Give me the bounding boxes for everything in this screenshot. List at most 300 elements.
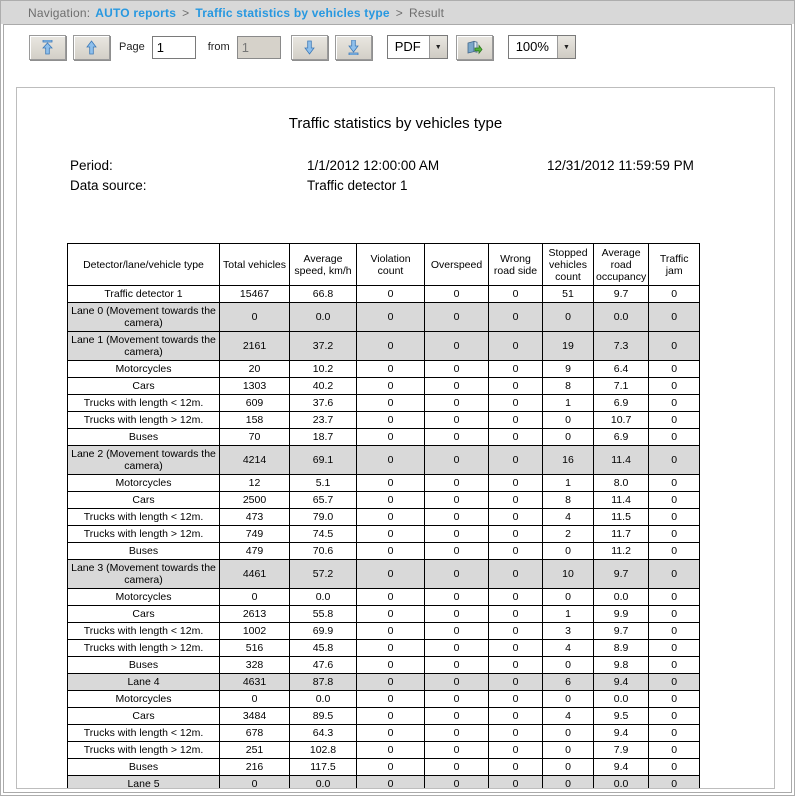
table-cell: 0: [649, 708, 700, 725]
row-label-cell: Motorcycles: [68, 589, 220, 606]
table-cell: 1303: [220, 378, 290, 395]
table-cell: 0: [425, 742, 489, 759]
table-row: [68, 429, 700, 446]
table-cell: 0: [543, 543, 594, 560]
table-row: [68, 361, 700, 378]
table-cell: 0: [489, 589, 543, 606]
table-cell: 0: [357, 759, 425, 776]
table-cell: 11.4: [594, 446, 649, 475]
table-cell: 4: [543, 509, 594, 526]
table-cell: 74.5: [290, 526, 357, 543]
row-label-cell: Motorcycles: [68, 361, 220, 378]
export-format-select[interactable]: [387, 35, 448, 59]
table-cell: 16: [543, 446, 594, 475]
table-cell: 10.2: [290, 361, 357, 378]
row-label-cell: Trucks with length > 12m.: [68, 526, 220, 543]
table-cell: 79.0: [290, 509, 357, 526]
table-cell: 0: [649, 560, 700, 589]
table-cell: 19: [543, 332, 594, 361]
table-cell: 0: [425, 725, 489, 742]
column-header: Wrong road side: [489, 244, 543, 286]
table-cell: 0: [489, 640, 543, 657]
table-cell: 69.1: [290, 446, 357, 475]
total-pages-field: [237, 36, 281, 59]
table-cell: 0: [357, 429, 425, 446]
breadcrumb-link-traffic-statistics[interactable]: Traffic statistics by vehicles type: [195, 5, 390, 20]
table-cell: 0: [543, 589, 594, 606]
row-label-cell: Lane 1 (Movement towards the camera): [68, 332, 220, 361]
table-cell: 0: [649, 332, 700, 361]
caret-down-icon[interactable]: ▼: [557, 36, 575, 58]
table-cell: 0: [425, 657, 489, 674]
table-cell: 678: [220, 725, 290, 742]
table-cell: 0.0: [290, 776, 357, 790]
table-cell: 70.6: [290, 543, 357, 560]
table-cell: 1: [543, 395, 594, 412]
column-header: Violation count: [357, 244, 425, 286]
zoom-select[interactable]: [508, 35, 576, 59]
table-cell: 0: [425, 589, 489, 606]
table-cell: 9.9: [594, 606, 649, 623]
table-row: [68, 332, 700, 361]
zoom-value: 100%: [515, 39, 549, 54]
table-row: [68, 526, 700, 543]
table-cell: 0: [357, 492, 425, 509]
table-cell: 0: [357, 776, 425, 790]
table-row: [68, 708, 700, 725]
table-cell: 0: [357, 378, 425, 395]
table-cell: 8.9: [594, 640, 649, 657]
table-cell: 9.4: [594, 725, 649, 742]
table-cell: 0: [543, 657, 594, 674]
table-cell: 0: [489, 708, 543, 725]
table-cell: 102.8: [290, 742, 357, 759]
table-cell: 3: [543, 623, 594, 640]
table-cell: 1002: [220, 623, 290, 640]
row-label-cell: Lane 0 (Movement towards the camera): [68, 303, 220, 332]
table-cell: 0: [357, 725, 425, 742]
table-cell: 479: [220, 543, 290, 560]
table-cell: 0.0: [594, 589, 649, 606]
table-cell: 0: [357, 395, 425, 412]
column-header: Stopped vehicles count: [543, 244, 594, 286]
table-row: [68, 606, 700, 623]
table-cell: 2161: [220, 332, 290, 361]
table-cell: 0: [425, 623, 489, 640]
table-cell: 15467: [220, 286, 290, 303]
table-cell: 4214: [220, 446, 290, 475]
table-row: [68, 589, 700, 606]
row-label-cell: Buses: [68, 657, 220, 674]
table-cell: 45.8: [290, 640, 357, 657]
data-source-label: Data source:: [70, 178, 147, 193]
table-cell: 328: [220, 657, 290, 674]
table-cell: 0.0: [594, 776, 649, 790]
table-cell: 0: [489, 412, 543, 429]
table-cell: 0: [543, 691, 594, 708]
table-cell: 158: [220, 412, 290, 429]
table-cell: 0: [425, 286, 489, 303]
breadcrumb-separator: >: [182, 5, 190, 20]
table-cell: 0: [489, 378, 543, 395]
table-cell: 40.2: [290, 378, 357, 395]
row-label-cell: Traffic detector 1: [68, 286, 220, 303]
table-cell: 0: [543, 429, 594, 446]
table-body: [68, 286, 700, 790]
table-cell: 0: [489, 776, 543, 790]
table-cell: 473: [220, 509, 290, 526]
table-row: [68, 446, 700, 475]
table-row: [68, 492, 700, 509]
row-label-cell: Trucks with length < 12m.: [68, 725, 220, 742]
table-cell: 0: [357, 606, 425, 623]
table-cell: 0: [357, 475, 425, 492]
table-cell: 9.7: [594, 560, 649, 589]
report-meta: [70, 156, 774, 196]
table-cell: 749: [220, 526, 290, 543]
table-row: [68, 691, 700, 708]
table-row: [68, 475, 700, 492]
table-cell: 0: [543, 759, 594, 776]
table-cell: 0: [649, 640, 700, 657]
table-cell: 51: [543, 286, 594, 303]
breadcrumb-link-auto-reports[interactable]: AUTO reports: [95, 5, 177, 20]
table-cell: 0: [489, 332, 543, 361]
table-cell: 0: [425, 395, 489, 412]
breadcrumb-separator: >: [395, 5, 403, 20]
last-page-button[interactable]: [335, 35, 372, 60]
period-start-value: 1/1/2012 12:00:00 AM: [307, 158, 440, 173]
table-cell: 0: [357, 623, 425, 640]
table-cell: 0: [649, 657, 700, 674]
main-content: [3, 24, 792, 793]
table-cell: 216: [220, 759, 290, 776]
table-cell: 20: [220, 361, 290, 378]
next-page-button[interactable]: [291, 35, 328, 60]
report-page: [16, 87, 775, 789]
table-cell: 9.4: [594, 759, 649, 776]
table-cell: 7.1: [594, 378, 649, 395]
column-header: Overspeed: [425, 244, 489, 286]
table-row: [68, 674, 700, 691]
table-header-row: [68, 244, 700, 286]
table-row: [68, 286, 700, 303]
row-label-cell: Lane 4: [68, 674, 220, 691]
table-cell: 0: [649, 691, 700, 708]
table-cell: 0: [425, 361, 489, 378]
data-source-value: Traffic detector 1: [307, 178, 408, 193]
table-cell: 0: [425, 543, 489, 560]
table-cell: 0: [220, 776, 290, 790]
table-cell: 11.7: [594, 526, 649, 543]
table-cell: 0.0: [594, 303, 649, 332]
table-cell: 0: [489, 759, 543, 776]
table-cell: 10: [543, 560, 594, 589]
table-cell: 0: [425, 759, 489, 776]
table-cell: 9.8: [594, 657, 649, 674]
table-row: [68, 759, 700, 776]
table-cell: 0: [649, 606, 700, 623]
row-label-cell: Cars: [68, 606, 220, 623]
table-cell: 65.7: [290, 492, 357, 509]
data-source-row: [70, 176, 774, 196]
table-cell: 0: [357, 742, 425, 759]
table-cell: 6.9: [594, 395, 649, 412]
table-cell: 0: [649, 475, 700, 492]
caret-down-icon[interactable]: ▼: [429, 36, 447, 58]
export-button[interactable]: [456, 35, 493, 60]
table-row: [68, 543, 700, 560]
table-cell: 0: [649, 674, 700, 691]
table-cell: 66.8: [290, 286, 357, 303]
table-cell: 0: [649, 776, 700, 790]
row-label-cell: Buses: [68, 543, 220, 560]
row-label-cell: Cars: [68, 492, 220, 509]
table-cell: 609: [220, 395, 290, 412]
table-cell: 0: [425, 606, 489, 623]
table-cell: 0: [489, 657, 543, 674]
table-cell: 0: [649, 412, 700, 429]
table-cell: 69.9: [290, 623, 357, 640]
table-cell: 0: [489, 509, 543, 526]
table-cell: 0: [357, 509, 425, 526]
table-cell: 2: [543, 526, 594, 543]
period-row: [70, 156, 774, 176]
table-cell: 47.6: [290, 657, 357, 674]
page-label: Page: [119, 41, 145, 53]
table-cell: 0: [425, 303, 489, 332]
table-cell: 23.7: [290, 412, 357, 429]
table-cell: 0: [357, 543, 425, 560]
table-cell: 11.4: [594, 492, 649, 509]
row-label-cell: Trucks with length > 12m.: [68, 640, 220, 657]
table-cell: 4: [543, 640, 594, 657]
table-cell: 64.3: [290, 725, 357, 742]
table-cell: 0: [357, 674, 425, 691]
arrow-up-to-bar-icon: [41, 40, 54, 55]
table-cell: 0: [649, 509, 700, 526]
table-cell: 0: [357, 332, 425, 361]
table-cell: 0: [649, 378, 700, 395]
table-cell: 0: [489, 623, 543, 640]
table-cell: 4631: [220, 674, 290, 691]
table-cell: 0: [489, 429, 543, 446]
arrow-down-icon: [303, 40, 316, 55]
table-cell: 8: [543, 378, 594, 395]
period-end-value: 12/31/2012 11:59:59 PM: [547, 158, 694, 173]
table-cell: 0: [649, 526, 700, 543]
first-page-button[interactable]: [29, 35, 66, 60]
table-row: [68, 725, 700, 742]
table-cell: 4461: [220, 560, 290, 589]
table-cell: 9.5: [594, 708, 649, 725]
table-cell: 1: [543, 606, 594, 623]
table-row: [68, 640, 700, 657]
table-cell: 117.5: [290, 759, 357, 776]
row-label-cell: Buses: [68, 429, 220, 446]
table-cell: 6.9: [594, 429, 649, 446]
table-cell: 0: [543, 303, 594, 332]
table-cell: 0: [425, 526, 489, 543]
row-label-cell: Trucks with length < 12m.: [68, 395, 220, 412]
table-cell: 87.8: [290, 674, 357, 691]
row-label-cell: Cars: [68, 708, 220, 725]
table-cell: 8: [543, 492, 594, 509]
previous-page-button[interactable]: [73, 35, 110, 60]
table-cell: 0: [425, 429, 489, 446]
table-cell: 516: [220, 640, 290, 657]
table-cell: 0: [357, 446, 425, 475]
table-cell: 0: [425, 691, 489, 708]
table-cell: 0: [649, 742, 700, 759]
table-cell: 55.8: [290, 606, 357, 623]
table-cell: 0: [425, 412, 489, 429]
breadcrumb-label: Navigation:: [28, 5, 91, 20]
table-cell: 0: [489, 286, 543, 303]
table-cell: 11.5: [594, 509, 649, 526]
table-cell: 0: [489, 560, 543, 589]
table-cell: 7.9: [594, 742, 649, 759]
table-cell: 0: [489, 361, 543, 378]
table-cell: 8.0: [594, 475, 649, 492]
table-cell: 0: [543, 412, 594, 429]
column-header: Total vehicles: [220, 244, 290, 286]
table-cell: 9.7: [594, 286, 649, 303]
table-cell: 0: [489, 492, 543, 509]
table-cell: 0: [425, 475, 489, 492]
table-cell: 0: [425, 674, 489, 691]
table-cell: 0: [649, 725, 700, 742]
table-cell: 10.7: [594, 412, 649, 429]
table-row: [68, 303, 700, 332]
table-cell: 70: [220, 429, 290, 446]
table-cell: 0: [220, 691, 290, 708]
table-cell: 0: [220, 589, 290, 606]
row-label-cell: Trucks with length > 12m.: [68, 742, 220, 759]
arrow-down-to-bar-icon: [347, 40, 360, 55]
table-cell: 0: [357, 526, 425, 543]
table-cell: 0: [489, 725, 543, 742]
table-cell: 0: [357, 708, 425, 725]
table-cell: 0: [489, 674, 543, 691]
table-cell: 0: [489, 475, 543, 492]
table-cell: 251: [220, 742, 290, 759]
table-cell: 1: [543, 475, 594, 492]
table-cell: 0: [649, 759, 700, 776]
table-cell: 0: [543, 776, 594, 790]
table-cell: 0: [425, 378, 489, 395]
table-cell: 11.2: [594, 543, 649, 560]
table-cell: 0: [425, 776, 489, 790]
from-label: from: [207, 41, 230, 53]
table-cell: 0: [425, 708, 489, 725]
table-cell: 0: [357, 657, 425, 674]
table-cell: 12: [220, 475, 290, 492]
table-cell: 37.6: [290, 395, 357, 412]
table-cell: 9.4: [594, 674, 649, 691]
table-cell: 0.0: [290, 691, 357, 708]
table-cell: 0: [425, 509, 489, 526]
table-cell: 0: [425, 560, 489, 589]
column-header: Detector/lane/vehicle type: [68, 244, 220, 286]
table-cell: 0: [425, 640, 489, 657]
table-row: [68, 560, 700, 589]
table-cell: 0: [357, 640, 425, 657]
table-cell: 0.0: [290, 303, 357, 332]
period-label: Period:: [70, 158, 113, 173]
breadcrumb: [1, 1, 794, 24]
table-cell: 0: [649, 286, 700, 303]
page-number-input[interactable]: [152, 36, 196, 59]
export-format-value: PDF: [394, 39, 421, 54]
row-label-cell: Lane 2 (Movement towards the camera): [68, 446, 220, 475]
table-cell: 57.2: [290, 560, 357, 589]
toolbar: [29, 34, 791, 60]
table-cell: 0: [489, 543, 543, 560]
table-row: [68, 378, 700, 395]
row-label-cell: Lane 3 (Movement towards the camera): [68, 560, 220, 589]
report-table: [67, 243, 700, 789]
table-cell: 0: [357, 361, 425, 378]
row-label-cell: Trucks with length < 12m.: [68, 623, 220, 640]
table-cell: 9.7: [594, 623, 649, 640]
table-cell: 0: [649, 446, 700, 475]
table-cell: 2613: [220, 606, 290, 623]
breadcrumb-current: Result: [408, 5, 445, 20]
report-title: Traffic statistics by vehicles type: [288, 115, 503, 132]
column-header: Traffic jam: [649, 244, 700, 286]
table-cell: 0: [489, 742, 543, 759]
table-cell: 0: [489, 446, 543, 475]
table-cell: 0: [425, 446, 489, 475]
table-cell: 0: [220, 303, 290, 332]
row-label-cell: Lane 5: [68, 776, 220, 790]
table-cell: 0: [357, 286, 425, 303]
table-row: [68, 509, 700, 526]
table-cell: 5.1: [290, 475, 357, 492]
table-cell: 3484: [220, 708, 290, 725]
row-label-cell: Buses: [68, 759, 220, 776]
table-cell: 0: [649, 361, 700, 378]
table-row: [68, 657, 700, 674]
table-cell: 0: [357, 303, 425, 332]
column-header: Average road occupancy: [594, 244, 649, 286]
arrow-up-icon: [85, 40, 98, 55]
table-cell: 18.7: [290, 429, 357, 446]
table-cell: 0: [357, 589, 425, 606]
row-label-cell: Trucks with length > 12m.: [68, 412, 220, 429]
table-cell: 0: [649, 492, 700, 509]
table-row: [68, 742, 700, 759]
table-cell: 2500: [220, 492, 290, 509]
column-header: Average speed, km/h: [290, 244, 357, 286]
table-cell: 6: [543, 674, 594, 691]
table-cell: 4: [543, 708, 594, 725]
table-cell: 37.2: [290, 332, 357, 361]
table-cell: 0.0: [594, 691, 649, 708]
row-label-cell: Motorcycles: [68, 475, 220, 492]
table-cell: 0: [649, 429, 700, 446]
table-cell: 0: [489, 526, 543, 543]
table-cell: 0: [425, 492, 489, 509]
table-cell: 6.4: [594, 361, 649, 378]
table-cell: 0: [489, 606, 543, 623]
row-label-cell: Trucks with length < 12m.: [68, 509, 220, 526]
table-cell: 0: [489, 303, 543, 332]
row-label-cell: Motorcycles: [68, 691, 220, 708]
table-row: [68, 395, 700, 412]
row-label-cell: Cars: [68, 378, 220, 395]
